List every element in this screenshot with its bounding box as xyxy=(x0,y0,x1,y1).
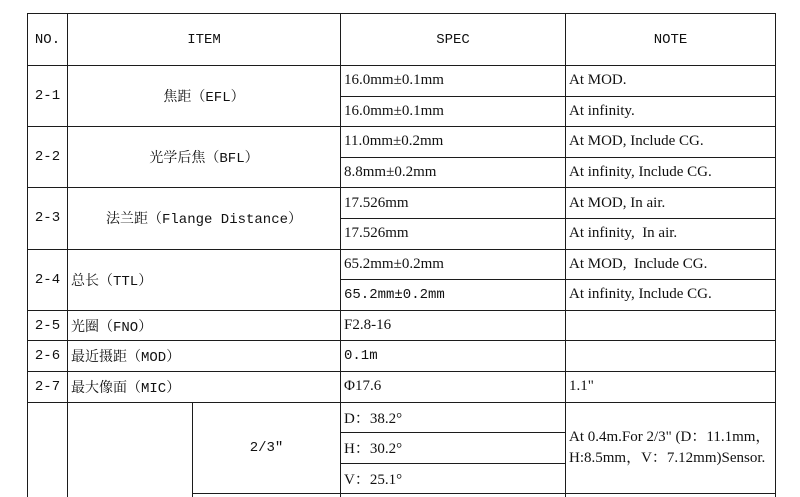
note-empty-cell xyxy=(566,341,776,372)
fov-horizontal: H：30.2° xyxy=(341,433,566,464)
row-no: 2-6 xyxy=(28,341,68,372)
note-value: At infinity, Include CG. xyxy=(566,280,776,311)
note-value: At infinity, In air. xyxy=(566,219,776,250)
note-value: At MOD, In air. xyxy=(566,188,776,219)
fov-vertical: V：25.1° xyxy=(341,464,566,495)
item-name: 法兰距（Flange Distance） xyxy=(68,188,341,249)
row-no: 2-7 xyxy=(28,372,68,403)
spec-value: 8.8mm±0.2mm xyxy=(341,158,566,189)
item-name: 最大像面（MIC） xyxy=(68,372,341,403)
spec-table xyxy=(27,13,776,497)
fov-note xyxy=(566,403,776,495)
note-value: At infinity. xyxy=(566,97,776,128)
header-no: NO. xyxy=(28,14,68,66)
spec-value: 0.1m xyxy=(341,341,566,372)
note-empty-cell xyxy=(566,311,776,342)
spec-value: 16.0mm±0.1mm xyxy=(341,97,566,128)
note-line: At 0.4m.For 2/3" (D：11.1mm， xyxy=(569,428,771,445)
note-value: At infinity, Include CG. xyxy=(566,158,776,189)
fov-diagonal: D：38.2° xyxy=(341,403,566,434)
row-no: 2-4 xyxy=(28,250,68,311)
spec-value: 65.2mm±0.2mm xyxy=(341,280,566,311)
header-item: ITEM xyxy=(68,14,341,66)
note-value: At MOD, Include CG. xyxy=(566,127,776,158)
header-spec: SPEC xyxy=(341,14,566,66)
item-empty-cell xyxy=(68,403,193,497)
note-value: At MOD. xyxy=(566,66,776,97)
sensor-format: 2/3″ xyxy=(193,403,341,495)
spec-value: 17.526mm xyxy=(341,219,566,250)
item-name: 焦距（EFL） xyxy=(68,66,341,127)
spec-value: 17.526mm xyxy=(341,188,566,219)
item-name: 最近摄距（MOD） xyxy=(68,341,341,372)
row-no: 2-5 xyxy=(28,311,68,342)
no-empty-cell xyxy=(28,403,68,497)
item-name: 总长（TTL） xyxy=(68,250,341,311)
spec-value: 16.0mm±0.1mm xyxy=(341,66,566,97)
spec-value: Φ17.6 xyxy=(341,372,566,403)
header-note: NOTE xyxy=(566,14,776,66)
note-line: H:8.5mm，V：7.12mm)Sensor. xyxy=(569,449,766,466)
spec-value: 11.0mm±0.2mm xyxy=(341,127,566,158)
note-value: At MOD, Include CG. xyxy=(566,250,776,281)
row-no: 2-1 xyxy=(28,66,68,127)
item-name: 光圈（FNO） xyxy=(68,311,341,342)
row-no: 2-2 xyxy=(28,127,68,188)
item-name: 光学后焦（BFL） xyxy=(68,127,341,188)
note-value: 1.1" xyxy=(566,372,776,403)
spec-value: F2.8-16 xyxy=(341,311,566,342)
spec-value: 65.2mm±0.2mm xyxy=(341,250,566,281)
row-no: 2-3 xyxy=(28,188,68,249)
